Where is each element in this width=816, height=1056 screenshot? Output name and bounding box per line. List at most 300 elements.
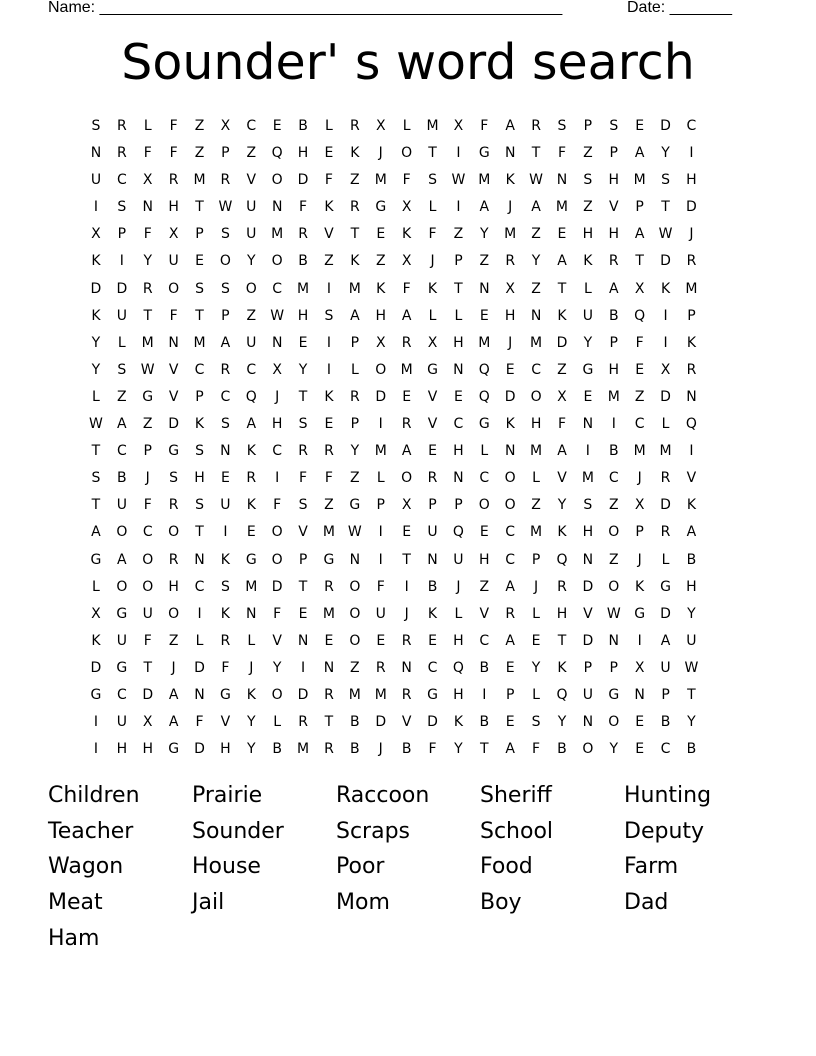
grid-letter[interactable]: M	[530, 524, 543, 541]
grid-letter[interactable]: G	[90, 686, 102, 703]
grid-letter[interactable]: K	[350, 253, 360, 270]
grid-letter[interactable]: E	[479, 524, 489, 541]
grid-letter[interactable]: K	[350, 145, 360, 162]
grid-letter[interactable]: O	[530, 388, 542, 405]
grid-letter[interactable]: H	[453, 686, 464, 703]
grid-letter[interactable]: G	[90, 551, 102, 568]
grid-letter[interactable]: Z	[194, 145, 205, 162]
grid-letter[interactable]: X	[427, 334, 438, 351]
grid-letter[interactable]: F	[273, 605, 282, 622]
grid-letter[interactable]: O	[608, 578, 620, 595]
grid-letter[interactable]: Q	[685, 416, 697, 433]
grid-letter[interactable]: Z	[350, 659, 360, 676]
grid-letter[interactable]: K	[246, 443, 256, 460]
grid-letter[interactable]: O	[478, 497, 490, 514]
grid-letter[interactable]: Q	[245, 388, 257, 405]
grid-letter[interactable]: F	[428, 226, 437, 243]
grid-letter[interactable]: Z	[531, 280, 541, 297]
grid-letter[interactable]: K	[635, 578, 645, 595]
grid-letter[interactable]: O	[401, 145, 413, 162]
grid-letter[interactable]: L	[92, 578, 100, 595]
grid-letter[interactable]: S	[557, 118, 567, 134]
grid-letter[interactable]: Z	[246, 307, 257, 324]
grid-letter[interactable]: A	[479, 199, 490, 216]
name-field-label[interactable]: Name: ____________________________________________________	[48, 0, 563, 16]
grid-letter[interactable]: S	[298, 416, 308, 433]
grid-letter[interactable]: H	[530, 416, 542, 433]
grid-letter[interactable]: T	[661, 199, 670, 216]
grid-letter[interactable]: Z	[246, 145, 257, 162]
grid-letter[interactable]: V	[479, 605, 490, 622]
grid-letter[interactable]: Q	[452, 524, 464, 541]
grid-letter[interactable]: C	[608, 470, 619, 487]
grid-letter[interactable]: F	[143, 145, 152, 162]
grid-letter[interactable]: A	[350, 307, 360, 324]
grid-letter[interactable]: Q	[452, 659, 464, 676]
grid-letter[interactable]: O	[116, 524, 128, 541]
grid-letter[interactable]: A	[505, 632, 515, 649]
grid-letter[interactable]: P	[687, 307, 696, 324]
grid-letter[interactable]: A	[117, 551, 127, 568]
grid-letter[interactable]: A	[505, 741, 515, 758]
grid-letter[interactable]: L	[92, 388, 100, 405]
grid-letter[interactable]: L	[583, 280, 592, 297]
grid-letter[interactable]: K	[686, 497, 697, 514]
grid-letter[interactable]: C	[246, 118, 257, 134]
grid-letter[interactable]: O	[142, 578, 154, 595]
grid-letter[interactable]: Y	[247, 253, 256, 270]
grid-letter[interactable]: P	[428, 497, 437, 514]
grid-letter[interactable]: I	[378, 416, 383, 433]
grid-letter[interactable]: D	[556, 334, 568, 351]
grid-letter[interactable]: G	[478, 145, 490, 162]
grid-letter[interactable]: M	[297, 280, 310, 297]
grid-letter[interactable]: H	[479, 551, 490, 568]
grid-letter[interactable]: V	[246, 172, 257, 189]
grid-letter[interactable]: P	[350, 416, 360, 433]
grid-letter[interactable]: F	[299, 470, 308, 487]
grid-letter[interactable]: A	[246, 416, 257, 433]
grid-letter[interactable]: Y	[661, 145, 670, 162]
grid-letter[interactable]: P	[583, 118, 593, 134]
grid-letter[interactable]: H	[686, 172, 697, 189]
grid-letter[interactable]: E	[376, 632, 386, 649]
grid-letter[interactable]: E	[298, 334, 308, 351]
grid-letter[interactable]: C	[505, 524, 516, 541]
grid-letter[interactable]: K	[686, 334, 697, 351]
grid-letter[interactable]: X	[220, 118, 231, 134]
grid-letter[interactable]: A	[634, 226, 645, 243]
grid-letter[interactable]: U	[582, 307, 593, 324]
grid-letter[interactable]: W	[529, 172, 543, 189]
grid-letter[interactable]: A	[608, 280, 619, 297]
grid-letter[interactable]: I	[326, 280, 332, 297]
grid-letter[interactable]: E	[324, 632, 334, 649]
grid-letter[interactable]: H	[116, 741, 128, 758]
grid-letter[interactable]: E	[557, 226, 567, 243]
grid-letter[interactable]: F	[324, 470, 333, 487]
grid-letter[interactable]: Z	[324, 253, 334, 270]
grid-letter[interactable]: O	[168, 524, 180, 541]
grid-letter[interactable]: K	[660, 280, 671, 297]
grid-letter[interactable]: S	[583, 172, 593, 189]
grid-letter[interactable]: D	[90, 659, 102, 676]
grid-letter[interactable]: R	[401, 334, 412, 351]
grid-letter[interactable]: E	[505, 714, 515, 731]
grid-letter[interactable]: F	[169, 145, 178, 162]
grid-letter[interactable]: Z	[117, 388, 127, 405]
grid-letter[interactable]: O	[349, 605, 361, 622]
grid-letter[interactable]: F	[376, 578, 385, 595]
grid-letter[interactable]: X	[142, 714, 153, 731]
grid-letter[interactable]: D	[90, 280, 102, 297]
grid-letter[interactable]: O	[271, 551, 283, 568]
grid-letter[interactable]: J	[534, 578, 539, 595]
grid-letter[interactable]: C	[116, 686, 127, 703]
grid-letter[interactable]: F	[402, 172, 411, 189]
grid-letter[interactable]: S	[298, 497, 308, 514]
grid-letter[interactable]: D	[194, 659, 205, 676]
grid-letter[interactable]: X	[634, 497, 645, 514]
grid-letter[interactable]: R	[349, 199, 360, 216]
grid-letter[interactable]: C	[686, 118, 697, 134]
grid-letter[interactable]: H	[142, 741, 153, 758]
grid-letter[interactable]: S	[220, 280, 230, 297]
grid-letter[interactable]: G	[608, 686, 620, 703]
grid-letter[interactable]: P	[195, 226, 204, 243]
grid-letter[interactable]: R	[168, 172, 179, 189]
grid-letter[interactable]: M	[193, 334, 206, 351]
grid-letter[interactable]: O	[401, 470, 413, 487]
grid-letter[interactable]: P	[635, 199, 644, 216]
grid-letter[interactable]: Q	[634, 307, 646, 324]
grid-letter[interactable]: S	[117, 361, 127, 378]
grid-letter[interactable]: I	[663, 307, 668, 324]
grid-letter[interactable]: O	[168, 280, 180, 297]
grid-letter[interactable]: E	[453, 388, 463, 405]
grid-letter[interactable]: S	[324, 307, 334, 324]
grid-letter[interactable]: U	[116, 632, 127, 649]
grid-letter[interactable]: K	[246, 686, 256, 703]
grid-letter[interactable]: T	[143, 307, 152, 324]
grid-letter[interactable]: T	[454, 280, 463, 297]
grid-letter[interactable]: Q	[478, 361, 490, 378]
grid-letter[interactable]: B	[608, 307, 619, 324]
grid-letter[interactable]: N	[271, 334, 283, 351]
grid-letter[interactable]: L	[532, 605, 540, 622]
grid-letter[interactable]: O	[271, 253, 283, 270]
grid-letter[interactable]: C	[453, 416, 464, 433]
grid-letter[interactable]: N	[453, 470, 464, 487]
grid-letter[interactable]: O	[271, 524, 283, 541]
grid-letter[interactable]: X	[634, 659, 645, 676]
grid-letter[interactable]: T	[480, 741, 489, 758]
grid-letter[interactable]: M	[659, 443, 672, 460]
grid-letter[interactable]: P	[454, 253, 463, 270]
grid-letter[interactable]: W	[270, 307, 285, 324]
grid-letter[interactable]: L	[480, 443, 489, 460]
grid-letter[interactable]: S	[609, 118, 619, 134]
grid-letter[interactable]: N	[530, 307, 542, 324]
grid-letter[interactable]: N	[634, 686, 645, 703]
grid-letter[interactable]: L	[350, 361, 359, 378]
grid-letter[interactable]: D	[142, 686, 154, 703]
grid-letter[interactable]: Z	[531, 497, 541, 514]
grid-letter[interactable]: J	[145, 470, 150, 487]
grid-letter[interactable]: M	[193, 172, 206, 189]
grid-letter[interactable]: S	[169, 470, 179, 487]
grid-letter[interactable]: R	[324, 741, 334, 758]
grid-letter[interactable]: R	[401, 632, 412, 649]
grid-letter[interactable]: X	[91, 226, 101, 243]
grid-letter[interactable]: L	[195, 632, 204, 649]
grid-letter[interactable]: P	[376, 497, 385, 514]
grid-letter[interactable]: N	[608, 632, 619, 649]
grid-letter[interactable]: R	[427, 470, 438, 487]
grid-letter[interactable]: Q	[271, 145, 283, 162]
grid-letter[interactable]: S	[195, 280, 204, 297]
grid-letter[interactable]: V	[427, 388, 438, 405]
grid-letter[interactable]: E	[428, 443, 437, 460]
grid-letter[interactable]: M	[245, 578, 258, 595]
grid-letter[interactable]: T	[402, 551, 411, 568]
grid-letter[interactable]: K	[557, 307, 567, 324]
grid-letter[interactable]: T	[557, 280, 567, 297]
grid-letter[interactable]: O	[608, 524, 620, 541]
grid-letter[interactable]: W	[684, 659, 699, 676]
grid-letter[interactable]: W	[140, 361, 155, 378]
grid-letter[interactable]: Z	[557, 361, 567, 378]
grid-letter[interactable]: N	[556, 172, 568, 189]
grid-letter[interactable]: E	[635, 741, 645, 758]
grid-letter[interactable]: U	[246, 199, 257, 216]
grid-letter[interactable]: O	[608, 714, 620, 731]
grid-letter[interactable]: Z	[194, 118, 205, 134]
grid-letter[interactable]: Z	[479, 253, 490, 270]
grid-letter[interactable]: V	[298, 524, 308, 541]
grid-letter[interactable]: M	[685, 280, 698, 297]
grid-letter[interactable]: E	[505, 361, 515, 378]
grid-letter[interactable]: M	[633, 172, 646, 189]
grid-letter[interactable]: J	[378, 145, 383, 162]
grid-letter[interactable]: K	[453, 714, 463, 731]
grid-letter[interactable]: R	[686, 253, 697, 270]
grid-letter[interactable]: I	[482, 686, 487, 703]
grid-letter[interactable]: D	[504, 388, 516, 405]
grid-letter[interactable]: T	[298, 388, 308, 405]
grid-letter[interactable]: K	[194, 416, 205, 433]
grid-letter[interactable]: P	[609, 334, 618, 351]
grid-letter[interactable]: N	[582, 416, 594, 433]
grid-letter[interactable]: P	[531, 551, 541, 568]
grid-letter[interactable]: H	[608, 226, 620, 243]
grid-letter[interactable]: E	[195, 253, 204, 270]
grid-letter[interactable]: R	[298, 714, 308, 731]
grid-letter[interactable]: A	[505, 118, 515, 134]
grid-letter[interactable]: O	[582, 741, 594, 758]
grid-letter[interactable]: C	[142, 524, 153, 541]
grid-letter[interactable]: I	[275, 470, 280, 487]
grid-letter[interactable]: F	[273, 497, 282, 514]
grid-letter[interactable]: M	[271, 226, 284, 243]
grid-letter[interactable]: L	[454, 605, 463, 622]
grid-letter[interactable]: O	[271, 686, 283, 703]
grid-letter[interactable]: T	[91, 443, 101, 460]
grid-letter[interactable]: S	[195, 443, 204, 460]
grid-letter[interactable]: D	[375, 388, 387, 405]
grid-letter[interactable]: E	[376, 226, 386, 243]
grid-letter[interactable]: Z	[142, 416, 153, 433]
grid-letter[interactable]: Y	[609, 741, 619, 758]
grid-letter[interactable]: C	[531, 361, 541, 378]
grid-letter[interactable]: K	[246, 497, 256, 514]
grid-letter[interactable]: V	[686, 470, 697, 487]
grid-letter[interactable]: N	[194, 686, 205, 703]
grid-letter[interactable]: W	[606, 605, 621, 622]
grid-letter[interactable]: B	[686, 741, 697, 758]
grid-letter[interactable]: O	[349, 578, 361, 595]
grid-letter[interactable]: H	[608, 361, 620, 378]
grid-letter[interactable]: A	[660, 632, 671, 649]
grid-letter[interactable]: R	[375, 659, 386, 676]
grid-letter[interactable]: H	[582, 226, 594, 243]
grid-letter[interactable]: Z	[453, 226, 464, 243]
grid-letter[interactable]: M	[504, 226, 517, 243]
grid-letter[interactable]: K	[220, 605, 230, 622]
grid-letter[interactable]: N	[401, 659, 412, 676]
grid-letter[interactable]: P	[221, 145, 230, 162]
grid-letter[interactable]: I	[637, 632, 642, 649]
grid-letter[interactable]: I	[326, 334, 332, 351]
grid-letter[interactable]: U	[686, 632, 697, 649]
grid-letter[interactable]: Z	[531, 226, 541, 243]
grid-letter[interactable]: Y	[687, 714, 696, 731]
grid-letter[interactable]: M	[555, 199, 569, 216]
grid-letter[interactable]: H	[453, 334, 464, 351]
grid-letter[interactable]: Z	[479, 578, 490, 595]
grid-letter[interactable]: K	[324, 199, 334, 216]
grid-letter[interactable]: W	[89, 416, 103, 433]
grid-letter[interactable]: B	[350, 741, 360, 758]
grid-letter[interactable]: K	[505, 172, 515, 189]
grid-letter[interactable]: M	[348, 280, 361, 297]
grid-letter[interactable]: I	[93, 199, 99, 216]
grid-letter[interactable]: G	[427, 361, 438, 378]
grid-letter[interactable]: D	[297, 686, 309, 703]
grid-letter[interactable]: I	[301, 659, 306, 676]
grid-letter[interactable]: L	[428, 307, 437, 324]
grid-letter[interactable]: D	[116, 280, 128, 297]
grid-letter[interactable]: J	[275, 388, 280, 405]
grid-letter[interactable]: S	[220, 416, 230, 433]
grid-letter[interactable]: E	[220, 470, 230, 487]
grid-letter[interactable]: E	[402, 388, 412, 405]
grid-letter[interactable]: P	[117, 226, 127, 243]
grid-letter[interactable]: C	[194, 578, 205, 595]
grid-letter[interactable]: R	[349, 118, 360, 134]
grid-letter[interactable]: I	[326, 361, 332, 378]
grid-letter[interactable]: Y	[247, 714, 256, 731]
grid-letter[interactable]: F	[221, 659, 230, 676]
grid-letter[interactable]: C	[220, 388, 231, 405]
grid-letter[interactable]: F	[195, 714, 204, 731]
grid-letter[interactable]: S	[531, 714, 541, 731]
grid-letter[interactable]: Z	[350, 172, 360, 189]
grid-letter[interactable]: A	[401, 443, 412, 460]
grid-letter[interactable]: I	[456, 145, 461, 162]
grid-letter[interactable]: O	[116, 578, 128, 595]
grid-letter[interactable]: Z	[375, 253, 386, 270]
grid-letter[interactable]: F	[557, 145, 566, 162]
grid-letter[interactable]: U	[660, 659, 671, 676]
grid-letter[interactable]: R	[660, 524, 671, 541]
grid-letter[interactable]: M	[581, 470, 594, 487]
grid-letter[interactable]: S	[91, 118, 101, 134]
grid-letter[interactable]: V	[583, 605, 593, 622]
grid-letter[interactable]: S	[220, 226, 230, 243]
grid-letter[interactable]: P	[583, 659, 593, 676]
grid-letter[interactable]: S	[91, 470, 101, 487]
grid-letter[interactable]: R	[298, 226, 308, 243]
grid-letter[interactable]: E	[635, 361, 645, 378]
grid-letter[interactable]: V	[272, 632, 282, 649]
grid-letter[interactable]: Y	[531, 659, 541, 676]
grid-letter[interactable]: N	[142, 199, 153, 216]
grid-letter[interactable]: T	[143, 659, 152, 676]
grid-letter[interactable]: E	[298, 605, 308, 622]
grid-letter[interactable]: I	[585, 443, 590, 460]
grid-letter[interactable]: L	[454, 307, 463, 324]
grid-letter[interactable]: Y	[272, 659, 282, 676]
grid-letter[interactable]: S	[428, 172, 437, 189]
grid-letter[interactable]: R	[116, 145, 127, 162]
grid-letter[interactable]: R	[168, 551, 179, 568]
grid-letter[interactable]: J	[249, 659, 254, 676]
grid-letter[interactable]: B	[401, 741, 412, 758]
grid-letter[interactable]: O	[504, 497, 516, 514]
grid-letter[interactable]: T	[531, 145, 541, 162]
grid-letter[interactable]: U	[246, 334, 257, 351]
grid-letter[interactable]: L	[325, 118, 333, 134]
grid-letter[interactable]: N	[168, 334, 179, 351]
grid-letter[interactable]: B	[608, 443, 619, 460]
grid-letter[interactable]: T	[687, 686, 696, 703]
grid-letter[interactable]: P	[661, 686, 670, 703]
grid-letter[interactable]: A	[686, 524, 697, 541]
grid-letter[interactable]: G	[375, 199, 387, 216]
grid-letter[interactable]: Y	[298, 361, 308, 378]
grid-letter[interactable]: U	[116, 497, 127, 514]
grid-letter[interactable]: H	[220, 741, 231, 758]
grid-letter[interactable]: B	[557, 741, 567, 758]
grid-letter[interactable]: K	[91, 632, 101, 649]
grid-letter[interactable]: L	[532, 470, 540, 487]
grid-letter[interactable]: N	[582, 551, 594, 568]
grid-letter[interactable]: P	[609, 659, 618, 676]
grid-letter[interactable]: R	[531, 118, 541, 134]
grid-letter[interactable]: I	[689, 443, 694, 460]
grid-letter[interactable]: K	[505, 416, 515, 433]
grid-letter[interactable]: T	[195, 524, 204, 541]
grid-letter[interactable]: F	[428, 741, 437, 758]
grid-letter[interactable]: P	[454, 497, 463, 514]
grid-letter[interactable]: F	[402, 280, 411, 297]
grid-letter[interactable]: I	[378, 551, 383, 568]
grid-letter[interactable]: Y	[557, 497, 567, 514]
grid-letter[interactable]: N	[504, 443, 516, 460]
grid-letter[interactable]: R	[401, 686, 412, 703]
grid-letter[interactable]: N	[427, 551, 438, 568]
